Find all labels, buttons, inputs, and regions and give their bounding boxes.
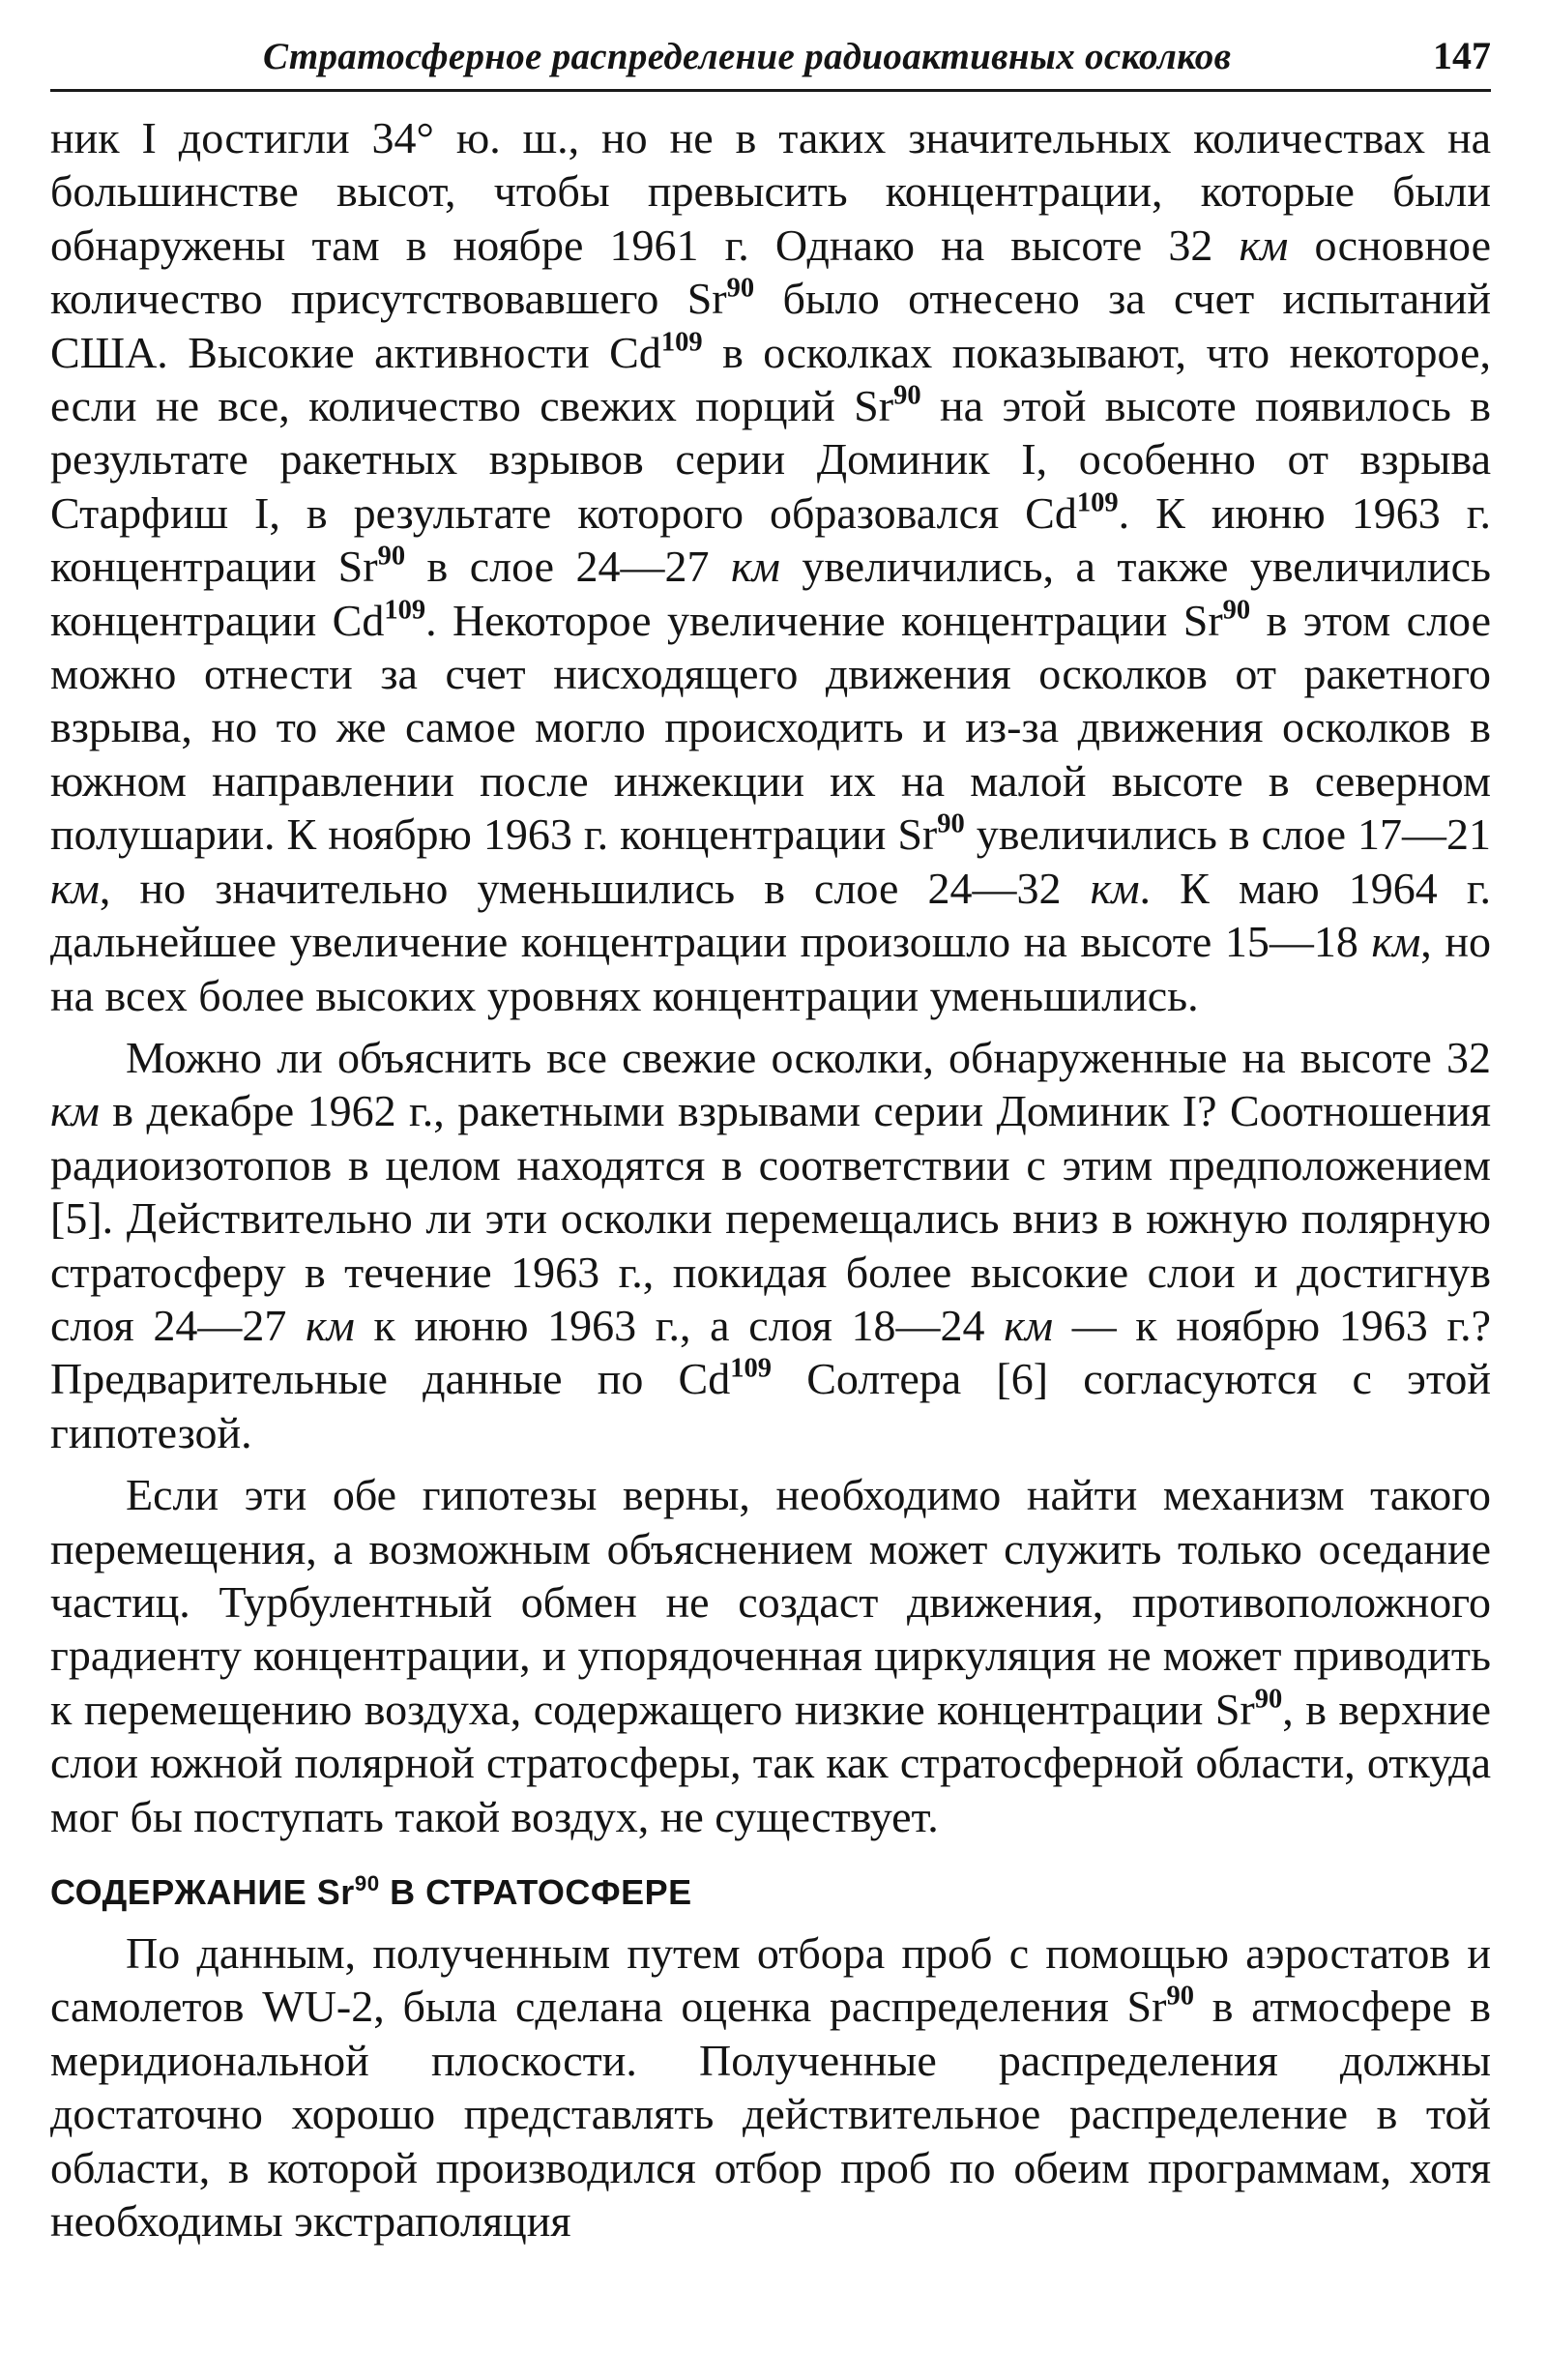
- italic-unit: км: [1239, 220, 1289, 270]
- italic-unit: км: [305, 1300, 355, 1350]
- text-run: в осколках показывают, что некоторое, если не все, количество свежих порций Sr: [50, 327, 1491, 431]
- text-run: , в верхние слои южной полярной стратосферы, так как стратосферной области, откуда мог бы поступать такой воздух, не существует.: [50, 1684, 1491, 1841]
- superscript: 90: [893, 380, 921, 411]
- italic-unit: км: [731, 542, 780, 592]
- text-run: ник I достигли 34° ю. ш., но не в таких значительных количествах на большинстве высот, чтобы превысить концентрации, которые были обнаружены там в ноябре 1961 г. Однако на высоте 32: [50, 113, 1491, 270]
- text-run: в слое 24—27: [405, 542, 732, 592]
- text-run: в атмосфере в меридиональной плоскости. Полученные распределения должны достаточно хорошо представлять действительное распределение в той области, в которой производился отбор проб по обеим программам, хотя необходимы экстраполяция: [50, 1982, 1491, 2247]
- superscript: 90: [937, 808, 965, 839]
- italic-unit: км: [1090, 863, 1140, 913]
- section-heading: [50, 1872, 1491, 1913]
- text-run: , но на всех более высоких уровнях концентрации уменьшились.: [50, 917, 1491, 1020]
- page-number: 147: [1433, 34, 1491, 77]
- paragraph-1: [50, 111, 1491, 1022]
- text-run: , но значительно уменьшились в слое 24—32: [99, 863, 1091, 913]
- section-heading-text-end: В СТРАТОСФЕРЕ: [379, 1872, 692, 1912]
- text-run: в декабре 1962 г., ракетными взрывами серии Доминик I? Соотношения радиоизотопов в целом находятся в соответствии с этим предположением [5]. Действительно ли эти осколки перемещались вниз в южную полярную стратосферу в течение 1963 г., покидая более высокие слои и достигнув слоя 24—27: [50, 1086, 1491, 1350]
- page-header: [50, 29, 1491, 92]
- running-title: Стратосферное распределение радиоактивных осколков: [263, 36, 1232, 77]
- text-run: на этой высоте появилось в результате ракетных взрывов серии Доминик I, особенно от взрыва Старфиш I, в результате которого образовался Cd: [50, 381, 1491, 538]
- text-run: Можно ли объяснить все свежие осколки, обнаруженные на высоте 32: [126, 1032, 1491, 1082]
- paragraph-4: [50, 1926, 1491, 2248]
- text-run: увеличились в слое 17—21: [964, 809, 1492, 860]
- italic-unit: км: [1004, 1300, 1054, 1350]
- text-run: . Некоторое увеличение концентрации Sr: [425, 595, 1223, 645]
- text-run: Если эти обе гипотезы верны, необходимо найти механизм такого перемещения, а возможным объяснением может служить только оседание частиц. Турбулентный обмен не создаст движения, противоположного градиенту концентрации, и упорядоченная циркуляция не может приводить к перемещению воздуха, содержащего низкие концентрации Sr: [50, 1470, 1491, 1734]
- text-run: основное количество присутствовавшего Sr: [50, 220, 1491, 324]
- superscript: 90: [1254, 1684, 1283, 1715]
- superscript: 109: [730, 1353, 773, 1384]
- section-heading-text: СОДЕРЖАНИЕ Sr: [50, 1872, 355, 1912]
- text-run: к июню 1963 г., а слоя 18—24: [354, 1300, 1005, 1350]
- superscript: 90: [726, 273, 755, 304]
- paragraph-2: [50, 1031, 1491, 1459]
- superscript: 109: [1076, 487, 1119, 518]
- paragraph-3: [50, 1468, 1491, 1843]
- page-body: [50, 111, 1491, 2248]
- document-page: [50, 29, 1491, 2248]
- text-run: — к ноябрю 1963 г.? Предварительные данные по Cd: [50, 1300, 1491, 1404]
- text-run: в этом слое можно отнести за счет нисходящего движения осколков от ракетного взрыва, но то же самое могло происходить и из-за движения осколков в южном направлении после инжекции их на малой высоте в северном полушарии. К ноябрю 1963 г. концентрации Sr: [50, 595, 1491, 860]
- superscript: 109: [660, 326, 703, 357]
- superscript: 90: [377, 541, 406, 572]
- italic-unit: км: [50, 863, 100, 913]
- superscript: 90: [1166, 1981, 1194, 2012]
- text-run: . К маю 1964 г. дальнейшее увеличение концентрации произошло на высоте 15—18: [50, 863, 1491, 967]
- text-run: По данным, полученным путем отбора проб с помощью аэростатов и самолетов WU-2, была сделана оценка распределения Sr: [50, 1928, 1491, 2032]
- italic-unit: км: [1371, 917, 1421, 967]
- text-run: Солтера [6] согласуются с этой гипотезой.: [50, 1354, 1491, 1457]
- italic-unit: км: [50, 1086, 100, 1136]
- text-run: . К июню 1963 г. концентрации Sr: [50, 487, 1491, 592]
- text-run: было отнесено за счет испытаний США. Высокие активности Cd: [50, 274, 1491, 377]
- superscript: 90: [1222, 594, 1251, 625]
- section-heading-superscript: 90: [354, 1871, 380, 1896]
- text-run: увеличились, а также увеличились концентрации Cd: [50, 542, 1491, 645]
- superscript: 109: [384, 594, 426, 625]
